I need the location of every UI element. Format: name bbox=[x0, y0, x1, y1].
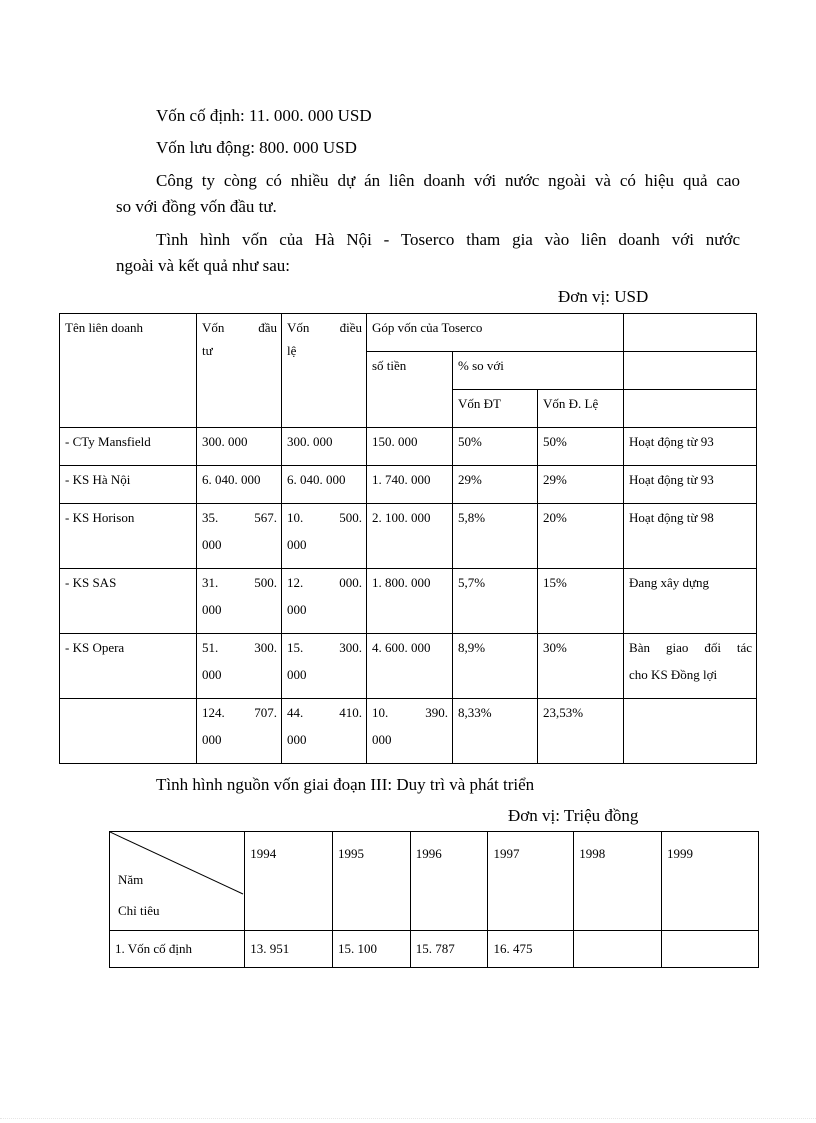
header-name: Tên liên doanh bbox=[60, 314, 197, 428]
value-1999 bbox=[662, 931, 759, 968]
cell-pct-charter: 30% bbox=[538, 634, 624, 699]
header-corner-cell bbox=[110, 832, 245, 931]
cell-amount: 1. 740. 000 bbox=[367, 466, 453, 504]
row-label: 1. Vốn cố định bbox=[110, 931, 245, 968]
cell-amount: 10. 390. 000 bbox=[367, 699, 453, 764]
cell-name: - KS SAS bbox=[60, 569, 197, 634]
header-pct-investment: Vốn ĐT bbox=[453, 390, 538, 428]
year-1998: 1998 bbox=[574, 832, 662, 931]
year-1997: 1997 bbox=[488, 832, 574, 931]
table-row bbox=[60, 428, 757, 466]
cell-amount: 2. 100. 000 bbox=[367, 504, 453, 569]
header-pct-charter: Vốn Đ. Lệ bbox=[538, 390, 624, 428]
header-charter-capital: Vốn điều lệ bbox=[282, 314, 367, 428]
unit-label-usd: Đơn vị: USD bbox=[558, 287, 649, 306]
value-1996: 15. 787 bbox=[410, 931, 488, 968]
cell-note: Hoạt động từ 93 bbox=[624, 466, 757, 504]
cell-note bbox=[624, 699, 757, 764]
cell-pct-charter: 29% bbox=[538, 466, 624, 504]
company-paragraph-line2: so với đồng vốn đầu tư. bbox=[116, 197, 277, 216]
cell-charter: 12. 000. 000 bbox=[282, 569, 367, 634]
cell-note: Bàn giao đối tác cho KS Đồng lợi bbox=[624, 634, 757, 699]
cell-pct-investment: 29% bbox=[453, 466, 538, 504]
table-row bbox=[60, 504, 757, 569]
cell-pct-charter: 15% bbox=[538, 569, 624, 634]
status-paragraph-line2: ngoài và kết quả như sau: bbox=[116, 256, 290, 275]
phase3-title: Tình hình nguồn vốn giai đoạn III: Duy trì và phát triển bbox=[156, 775, 535, 794]
cell-pct-investment: 5,7% bbox=[453, 569, 538, 634]
cell-charter: 10. 500. 000 bbox=[282, 504, 367, 569]
page-bottom-divider bbox=[0, 1118, 816, 1119]
cell-investment: 300. 000 bbox=[197, 428, 282, 466]
table-row bbox=[60, 466, 757, 504]
cell-investment: 124. 707. 000 bbox=[197, 699, 282, 764]
cell-investment: 6. 040. 000 bbox=[197, 466, 282, 504]
table-row bbox=[60, 569, 757, 634]
cell-pct-charter: 23,53% bbox=[538, 699, 624, 764]
corner-label-year: Năm bbox=[118, 872, 144, 887]
unit-label-million-dong: Đơn vị: Triệu đồng bbox=[508, 806, 639, 825]
cell-name: - KS Hà Nội bbox=[60, 466, 197, 504]
header-investment: Vốn đầu tư bbox=[197, 314, 282, 428]
header-note-empty-3 bbox=[624, 390, 757, 428]
value-1997: 16. 475 bbox=[488, 931, 574, 968]
cell-charter: 44. 410. 000 bbox=[282, 699, 367, 764]
header-note-empty-2 bbox=[624, 352, 757, 390]
cell-pct-investment: 5,8% bbox=[453, 504, 538, 569]
corner-label-indicator: Chỉ tiêu bbox=[118, 903, 160, 918]
cell-investment: 35. 567. 000 bbox=[197, 504, 282, 569]
value-1995: 15. 100 bbox=[333, 931, 411, 968]
working-capital-line: Vốn lưu động: 800. 000 USD bbox=[156, 138, 357, 157]
company-paragraph-line1: Công ty còng có nhiều dự án liên doanh với nước ngoài và có hiệu quả cao bbox=[156, 171, 740, 190]
cell-note: Hoạt động từ 93 bbox=[624, 428, 757, 466]
table-row bbox=[110, 931, 759, 968]
table-row bbox=[60, 634, 757, 699]
cell-note: Hoạt động từ 98 bbox=[624, 504, 757, 569]
joint-venture-table bbox=[59, 313, 757, 764]
cell-name: - KS Opera bbox=[60, 634, 197, 699]
cell-charter: 300. 000 bbox=[282, 428, 367, 466]
table-total-row bbox=[60, 699, 757, 764]
header-note-empty bbox=[624, 314, 757, 352]
cell-pct-investment: 8,9% bbox=[453, 634, 538, 699]
cell-pct-investment: 8,33% bbox=[453, 699, 538, 764]
cell-pct-investment: 50% bbox=[453, 428, 538, 466]
cell-name: - CTy Mansfield bbox=[60, 428, 197, 466]
capital-phase3-table bbox=[109, 831, 759, 968]
header-percent-of: % so với bbox=[453, 352, 624, 390]
cell-note: Đang xây dựng bbox=[624, 569, 757, 634]
year-1999: 1999 bbox=[662, 832, 759, 931]
status-paragraph-line1: Tình hình vốn của Hà Nội - Toserco tham gia vào liên doanh với nước bbox=[156, 230, 740, 249]
header-toserco-contribution: Góp vốn của Toserco bbox=[367, 314, 624, 352]
value-1994: 13. 951 bbox=[245, 931, 333, 968]
cell-charter: 6. 040. 000 bbox=[282, 466, 367, 504]
header-amount: số tiền bbox=[367, 352, 453, 428]
year-1994: 1994 bbox=[245, 832, 333, 931]
cell-name bbox=[60, 699, 197, 764]
year-1995: 1995 bbox=[333, 832, 411, 931]
cell-amount: 4. 600. 000 bbox=[367, 634, 453, 699]
cell-investment: 51. 300. 000 bbox=[197, 634, 282, 699]
cell-pct-charter: 50% bbox=[538, 428, 624, 466]
fixed-capital-line: Vốn cố định: 11. 000. 000 USD bbox=[156, 106, 372, 125]
cell-amount: 1. 800. 000 bbox=[367, 569, 453, 634]
value-1998 bbox=[574, 931, 662, 968]
cell-name: - KS Horison bbox=[60, 504, 197, 569]
cell-charter: 15. 300. 000 bbox=[282, 634, 367, 699]
cell-amount: 150. 000 bbox=[367, 428, 453, 466]
cell-investment: 31. 500. 000 bbox=[197, 569, 282, 634]
year-1996: 1996 bbox=[410, 832, 488, 931]
cell-pct-charter: 20% bbox=[538, 504, 624, 569]
